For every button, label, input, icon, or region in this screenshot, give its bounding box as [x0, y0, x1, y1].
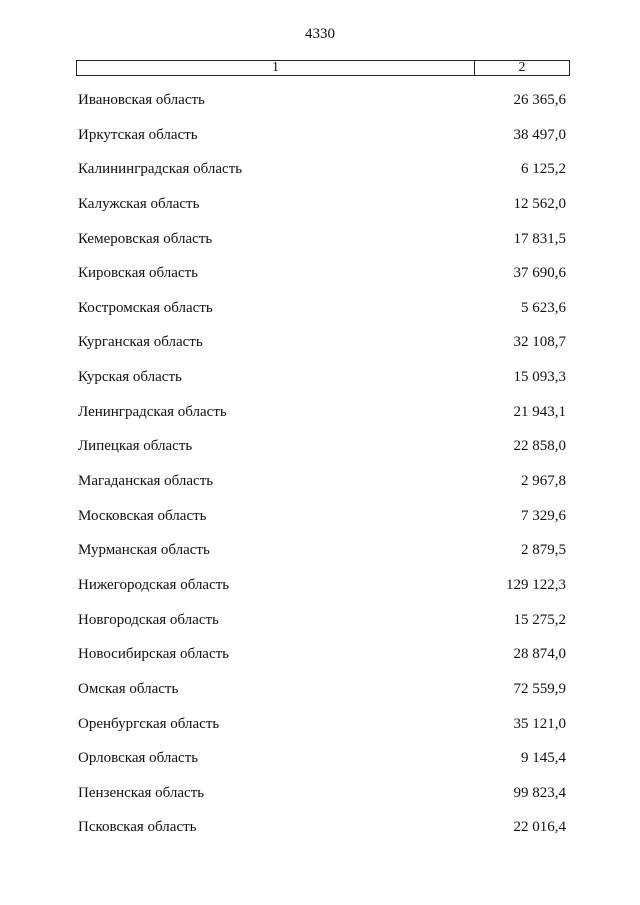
region-value: 28 874,0	[513, 646, 566, 663]
table-header	[76, 60, 570, 76]
region-value: 72 559,9	[513, 680, 566, 697]
table-row	[76, 223, 570, 258]
region-value: 22 858,0	[513, 438, 566, 455]
table-row	[76, 84, 570, 119]
table-row	[76, 326, 570, 361]
region-name: Новгородская область	[78, 611, 219, 628]
region-value: 26 365,6	[513, 92, 566, 108]
region-name: Мурманская область	[78, 542, 210, 559]
table-row	[76, 638, 570, 673]
region-value: 2 879,5	[521, 542, 566, 559]
region-value: 129 122,3	[506, 576, 566, 593]
table-row	[76, 742, 570, 777]
table-row	[76, 777, 570, 812]
table-row	[76, 500, 570, 535]
region-value: 2 967,8	[521, 473, 566, 490]
region-value: 7 329,6	[521, 507, 566, 524]
region-value: 17 831,5	[513, 230, 566, 247]
region-name: Омская область	[78, 680, 179, 697]
table-row	[76, 153, 570, 188]
region-value: 21 943,1	[513, 403, 566, 420]
region-value: 6 125,2	[521, 161, 566, 178]
region-name: Московская область	[78, 507, 207, 524]
table-row	[76, 534, 570, 569]
region-name: Иркутская область	[78, 126, 198, 143]
region-name: Липецкая область	[78, 438, 193, 455]
table-row	[76, 257, 570, 292]
table-row	[76, 811, 570, 846]
table-row	[76, 569, 570, 604]
region-name: Пензенская область	[78, 784, 205, 801]
region-name: Кировская область	[78, 265, 199, 282]
table-row	[76, 396, 570, 431]
region-name: Ивановская область	[78, 92, 205, 108]
region-value: 9 145,4	[521, 750, 566, 767]
region-name: Костромская область	[78, 299, 213, 316]
region-value: 38 497,0	[513, 126, 566, 143]
column-header-1: 1	[77, 61, 475, 75]
table-row	[76, 430, 570, 465]
table-row	[76, 119, 570, 154]
region-name: Магаданская область	[78, 473, 214, 490]
table-row	[76, 188, 570, 223]
table-body	[76, 84, 570, 846]
region-value: 32 108,7	[513, 334, 566, 351]
page-number: 4330	[305, 26, 335, 42]
table-row	[76, 604, 570, 639]
region-name: Калужская область	[78, 195, 200, 212]
column-header-2: 2	[518, 60, 526, 75]
region-value: 99 823,4	[513, 784, 566, 801]
table-row	[76, 465, 570, 500]
region-value: 37 690,6	[513, 265, 566, 282]
region-name: Псковская область	[78, 819, 197, 836]
region-value: 5 623,6	[521, 299, 566, 316]
table-row	[76, 361, 570, 396]
region-name: Курганская область	[78, 334, 203, 351]
region-value: 35 121,0	[513, 715, 566, 732]
table-row	[76, 708, 570, 743]
region-name: Новосибирская область	[78, 646, 230, 663]
region-name: Оренбургская область	[78, 715, 220, 732]
region-value: 22 016,4	[513, 819, 566, 836]
region-name: Орловская область	[78, 750, 199, 767]
region-value: 15 093,3	[513, 369, 566, 386]
region-value: 15 275,2	[513, 611, 566, 628]
region-name: Кемеровская область	[78, 230, 213, 247]
region-name: Курская область	[78, 369, 182, 386]
region-name: Калининградская область	[78, 161, 243, 178]
region-name: Нижегородская область	[78, 576, 230, 593]
region-name: Ленинградская область	[78, 403, 227, 420]
table-row	[76, 292, 570, 327]
region-value: 12 562,0	[513, 195, 566, 212]
table-row	[76, 673, 570, 708]
